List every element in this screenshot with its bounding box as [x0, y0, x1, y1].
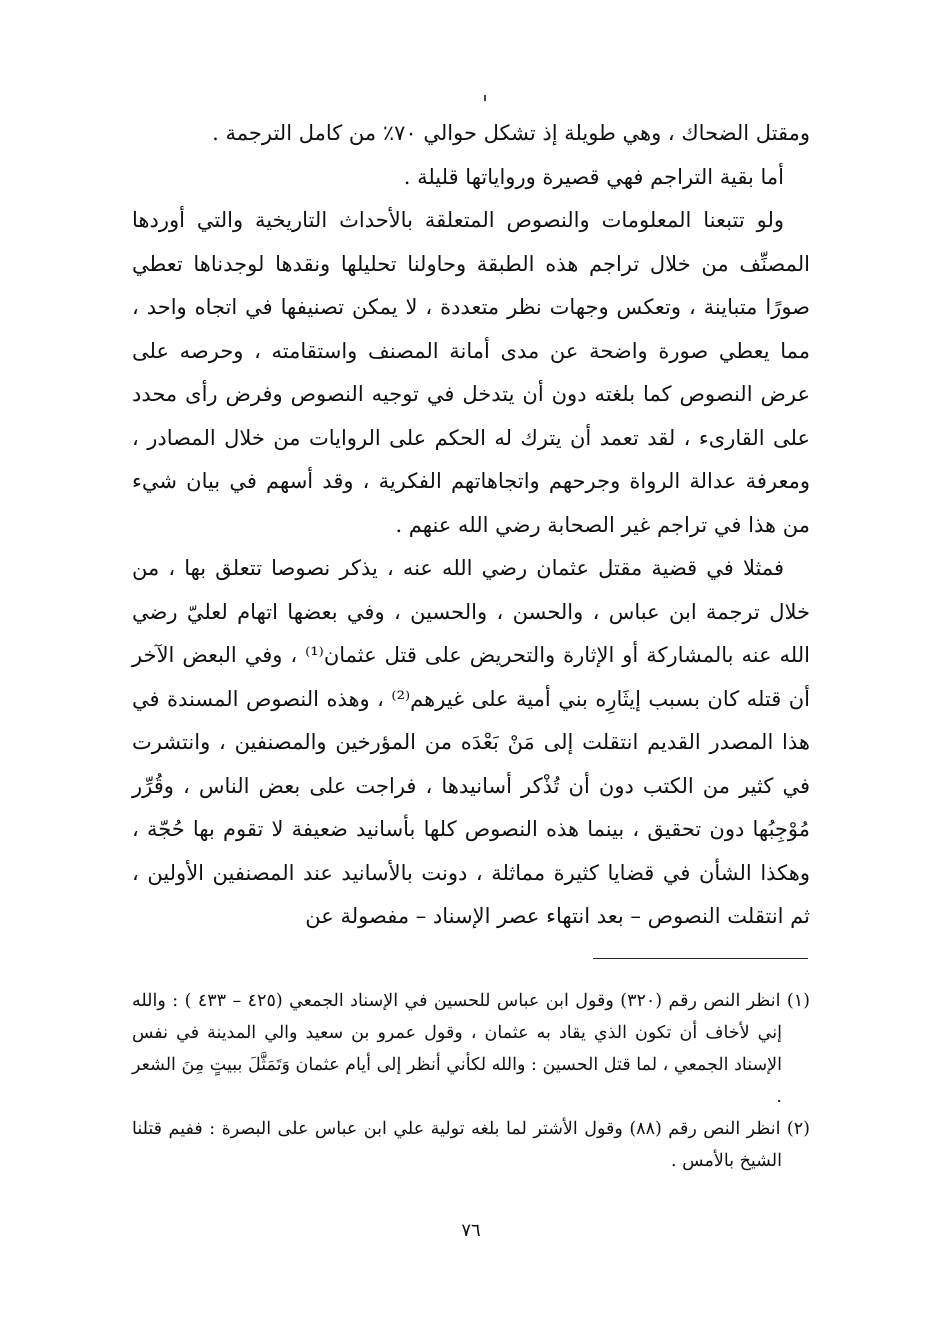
paragraph-continuation: ومقتل الضحاك ، وهي طويلة إذ تشكل حوالي ٧٠٪ من كامل الترجمة . — [212, 121, 810, 145]
main-text-body — [132, 112, 810, 939]
footnote-separator — [593, 958, 808, 959]
page-number: ٧٦ — [461, 1220, 481, 1241]
footnote-1: (١) انظر النص رقم (٣٢٠) وقول ابن عباس للحسين في الإسناد الجمعي (٤٢٥ – ٤٣٣ ) : والله إني لأخاف أن تكون الذي يقاد به عثمان ، وقول عمرو بن سعيد والي المدينة في نفس الإسناد الجمعي ، لما قتل الحسين : والله لكأني أنظر إلى أيام عثمان وَتَمَثَّلَ ببيتٍ مِنَ الشعر . — [132, 991, 810, 1107]
footnotes-section — [132, 985, 810, 1177]
paragraph-historical-analysis: ولو تتبعنا المعلومات والنصوص المتعلقة بالأحداث التاريخية والتي أوردها المصنِّف من خلال تراجم هذه الطبقة وحاولنا تحليلها ونقدها لوجدناها تعطي صورًا متباينة ، وتعكس وجهات نظر متعددة ، لا يمكن تصنيفها في اتجاه واحد ، مما يعطي صورة واضحة عن مدى أمانة المصنف واستقامته ، وحرصه على عرض النصوص كما بلغته دون أن يتدخل في توجيه النصوص وفرض رأى محدد على القارىء ، لقد تعمد أن يترك له الحكم على الروايات من خلال المصادر ، ومعرفة عدالة الرواة وجرحهم واتجاهاتهم الفكرية ، وقد أسهم في بيان شيء من هذا في تراجم غير الصحابة رضي الله عنهم . — [132, 208, 810, 537]
footnote-2: (٢) انظر النص رقم (٨٨) وقول الأشتر لما بلغه تولية علي ابن عباس على البصرة : ففيم قتلنا الشيخ بالأمس . — [132, 1119, 810, 1171]
paragraph-remaining-biographies: أما بقية التراجم فهي قصيرة وروایاتها قليلة . — [403, 164, 784, 189]
top-margin-mark — [484, 95, 486, 101]
paragraph-uthman-example: فمثلا في قضية مقتل عثمان رضي الله عنه ، يذكر نصوصا تتعلق بها ، من خلال ترجمة ابن عباس ، والحسن ، والحسين ، وفي بعضها اتهام لعليّ رضي الله عنه بالمشاركة أو الإثارة والتحريض على قتل عثمان⁽¹⁾ ، وفي البعض الآخر أن قتله كان بسبب إيثَارِه بني أمية على غيرهم⁽²⁾ ، وهذه النصوص المسندة في هذا المصدر القديم انتقلت إلى مَنْ بَعْدَه من المؤرخين والمصنفين ، وانتشرت في كثير من الكتب دون أن تُذْكر أسانيدها ، فراجت على بعض الناس ، وقُرِّر مُوْجِبُها دون تحقيق ، بينما هذه النصوص كلها بأسانيد ضعيفة لا تقوم بها حُجّة ، وهكذا الشأن في قضايا كثيرة مماثلة ، دونت بالأسانيد عند المصنفين الأولين ، ثم انتقلت النصوص – بعد انتهاء عصر الإسناد – مفصولة عن — [132, 556, 810, 928]
